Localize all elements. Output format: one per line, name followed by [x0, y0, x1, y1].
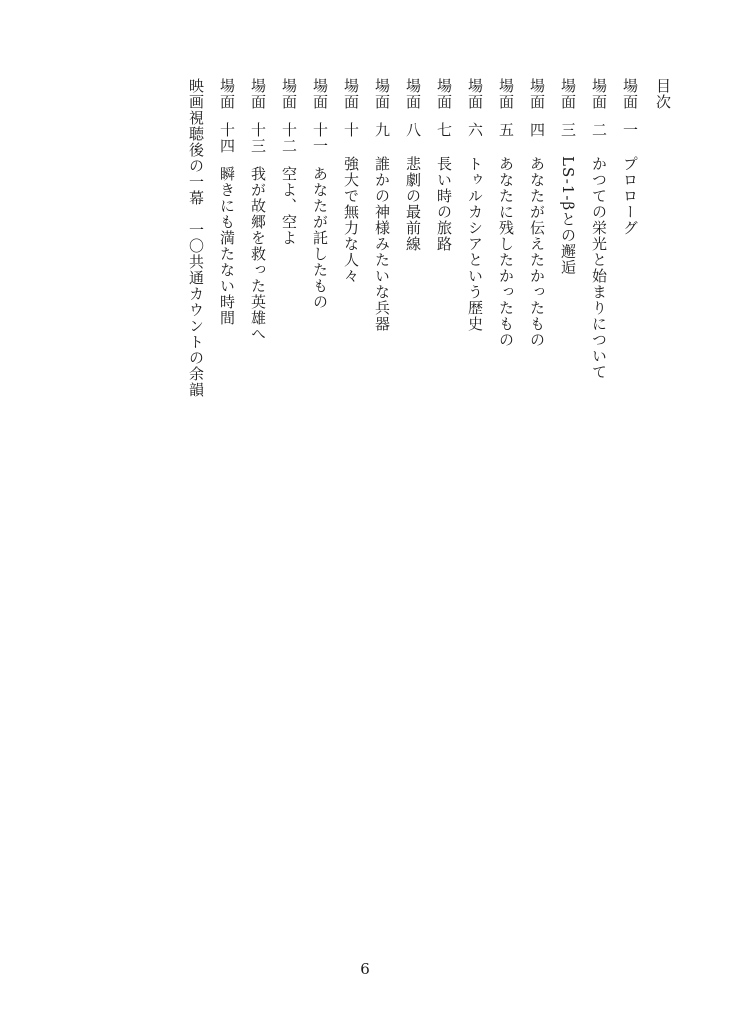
toc-entry-11	[312, 78, 327, 498]
entry-title: かつての栄光と始まりについて	[590, 156, 608, 380]
entry-scene-label: 場面	[280, 78, 298, 110]
toc-entry-1	[622, 78, 637, 498]
toc-entry-13	[250, 78, 265, 498]
epilogue-text: 映画視聴後の一幕 一〇共通カウントの余韻	[187, 78, 205, 398]
entry-title: 空よ、空よ	[280, 166, 298, 246]
toc-entry-5	[498, 78, 513, 498]
entry-title: 瞬きにも満たない時間	[218, 166, 236, 326]
entry-title: あなたに残したかったもの	[497, 156, 515, 348]
entry-number: 九	[373, 122, 391, 138]
entry-number: 十四	[218, 122, 236, 154]
entry-title: LS-1-βとの邂逅	[559, 156, 577, 276]
entry-scene-label: 場面	[590, 78, 608, 110]
entry-scene-label: 場面	[528, 78, 546, 110]
entry-scene-label: 場面	[342, 78, 360, 110]
toc-epilogue	[188, 78, 203, 498]
entry-scene-label: 場面	[373, 78, 391, 110]
toc-entry-14	[219, 78, 234, 498]
entry-title: あなたが伝えたかったもの	[528, 156, 546, 348]
entry-title: 我が故郷を救った英雄へ	[249, 166, 267, 342]
entry-number: 三	[559, 122, 577, 138]
entry-number: 四	[528, 122, 546, 138]
entry-title: プロローグ	[621, 156, 639, 236]
entry-number: 十二	[280, 122, 298, 154]
entry-title: 長い時の旅路	[435, 156, 453, 252]
entry-number: 十一	[311, 122, 329, 154]
toc-entry-2	[591, 78, 606, 498]
entry-scene-label: 場面	[559, 78, 577, 110]
table-of-contents	[188, 78, 670, 498]
entry-title: 誰かの神様みたいな兵器	[373, 156, 391, 332]
entry-scene-label: 場面	[404, 78, 422, 110]
entry-title: トゥルカシアという歴史	[466, 156, 484, 332]
toc-entry-9	[374, 78, 389, 498]
entry-number: 七	[435, 122, 453, 138]
entry-number: 十	[342, 122, 360, 138]
entry-scene-label: 場面	[249, 78, 267, 110]
entry-number: 一	[621, 122, 639, 138]
entry-title: 悲劇の最前線	[404, 156, 422, 252]
toc-entry-12	[281, 78, 296, 498]
entry-scene-label: 場面	[311, 78, 329, 110]
toc-heading: 目次	[654, 78, 672, 110]
page-number: 6	[360, 960, 370, 978]
entry-number: 八	[404, 122, 422, 138]
toc-entry-8	[405, 78, 420, 498]
toc-entry-4	[529, 78, 544, 498]
entry-scene-label: 場面	[497, 78, 515, 110]
entry-number: 五	[497, 122, 515, 138]
entry-title: 強大で無力な人々	[342, 156, 360, 284]
toc-entry-10	[343, 78, 358, 498]
entry-scene-label: 場面	[621, 78, 639, 110]
toc-entry-3	[560, 78, 575, 498]
entry-number: 六	[466, 122, 484, 138]
entry-number: 十三	[249, 122, 267, 154]
entry-scene-label: 場面	[435, 78, 453, 110]
entry-scene-label: 場面	[218, 78, 236, 110]
entry-number: 二	[590, 122, 608, 138]
toc-entry-7	[436, 78, 451, 498]
toc-entry-6	[467, 78, 482, 498]
entry-title: あなたが託したもの	[311, 166, 329, 310]
entry-scene-label: 場面	[466, 78, 484, 110]
